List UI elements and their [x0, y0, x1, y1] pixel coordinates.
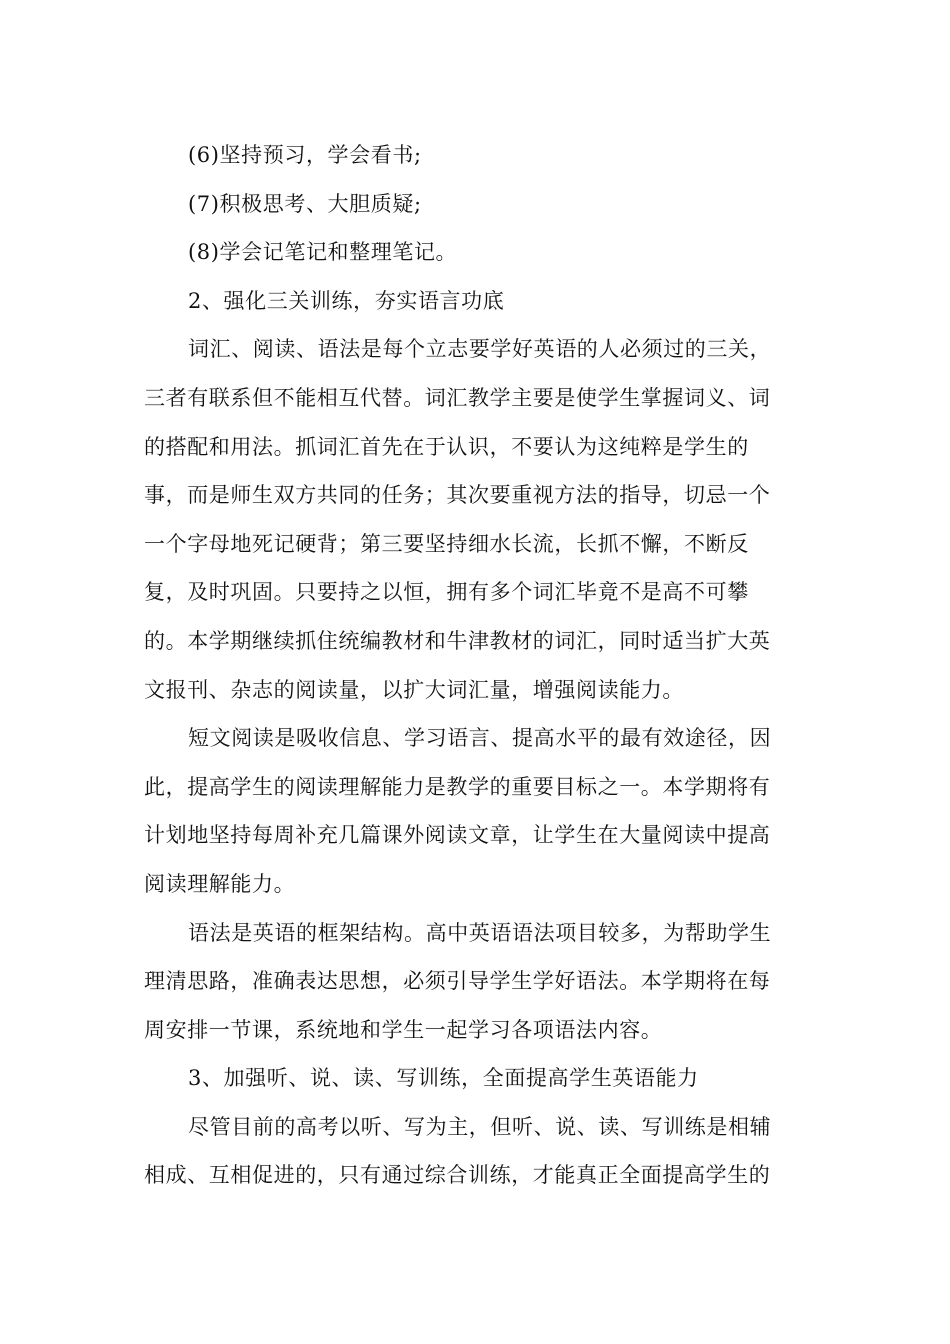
paragraph-vocabulary-line: 一个字母地死记硬背；第三要坚持细水长流，长抓不懈，不断反 — [144, 531, 749, 556]
paragraph-vocabulary-line: 事，而是师生双方共同的任务；其次要重视方法的指导，切忌一个 — [144, 483, 771, 508]
paragraph-vocabulary-line: 词汇、阅读、语法是每个立志要学好英语的人必须过的三关， — [188, 337, 772, 362]
list-item-8: (8)学会记笔记和整理笔记。 — [188, 240, 458, 265]
paragraph-vocabulary-line: 三者有联系但不能相互代替。词汇教学主要是使学生掌握词义、词 — [144, 385, 771, 410]
paragraph-vocabulary-line: 文报刊、杂志的阅读量，以扩大词汇量，增强阅读能力。 — [144, 677, 684, 702]
list-item-6: (6)坚持预习，学会看书; — [188, 143, 422, 167]
paragraph-grammar-line: 理清思路，准确表达思想，必须引导学生学好语法。本学期将在每 — [144, 969, 771, 994]
section-heading-3: 3、加强听、说、读、写训练，全面提高学生英语能力 — [188, 1066, 699, 1091]
list-item-7: (7)积极思考、大胆质疑; — [188, 191, 422, 216]
paragraph-grammar-line: 语法是英语的框架结构。高中英语语法项目较多，为帮助学生 — [188, 920, 772, 945]
section-heading-2: 2、强化三关训练，夯实语言功底 — [188, 288, 505, 313]
paragraph-vocabulary-line: 的。本学期继续抓住统编教材和牛津教材的词汇，同时适当扩大英 — [144, 628, 771, 653]
paragraph-skills-line: 相成、互相促进的，只有通过综合训练，才能真正全面提高学生的 — [144, 1163, 771, 1188]
paragraph-vocabulary-line: 的搭配和用法。抓词汇首先在于认识，不要认为这纯粹是学生的 — [144, 434, 749, 459]
paragraph-reading-line: 短文阅读是吸收信息、学习语言、提高水平的最有效途径，因 — [188, 726, 772, 751]
paragraph-reading-line: 计划地坚持每周补充几篇课外阅读文章，让学生在大量阅读中提高 — [144, 823, 771, 848]
paragraph-skills-line: 尽管目前的高考以听、写为主，但听、说、读、写训练是相辅 — [188, 1114, 772, 1139]
body-text — [144, 131, 808, 1200]
paragraph-vocabulary-line: 复，及时巩固。只要持之以恒，拥有多个词汇毕竟不是高不可攀 — [144, 580, 749, 605]
paragraph-reading-line: 此，提高学生的阅读理解能力是教学的重要目标之一。本学期将有 — [144, 774, 771, 799]
paragraph-grammar-line: 周安排一节课，系统地和学生一起学习各项语法内容。 — [144, 1017, 663, 1042]
paragraph-reading-line: 阅读理解能力。 — [144, 871, 296, 896]
